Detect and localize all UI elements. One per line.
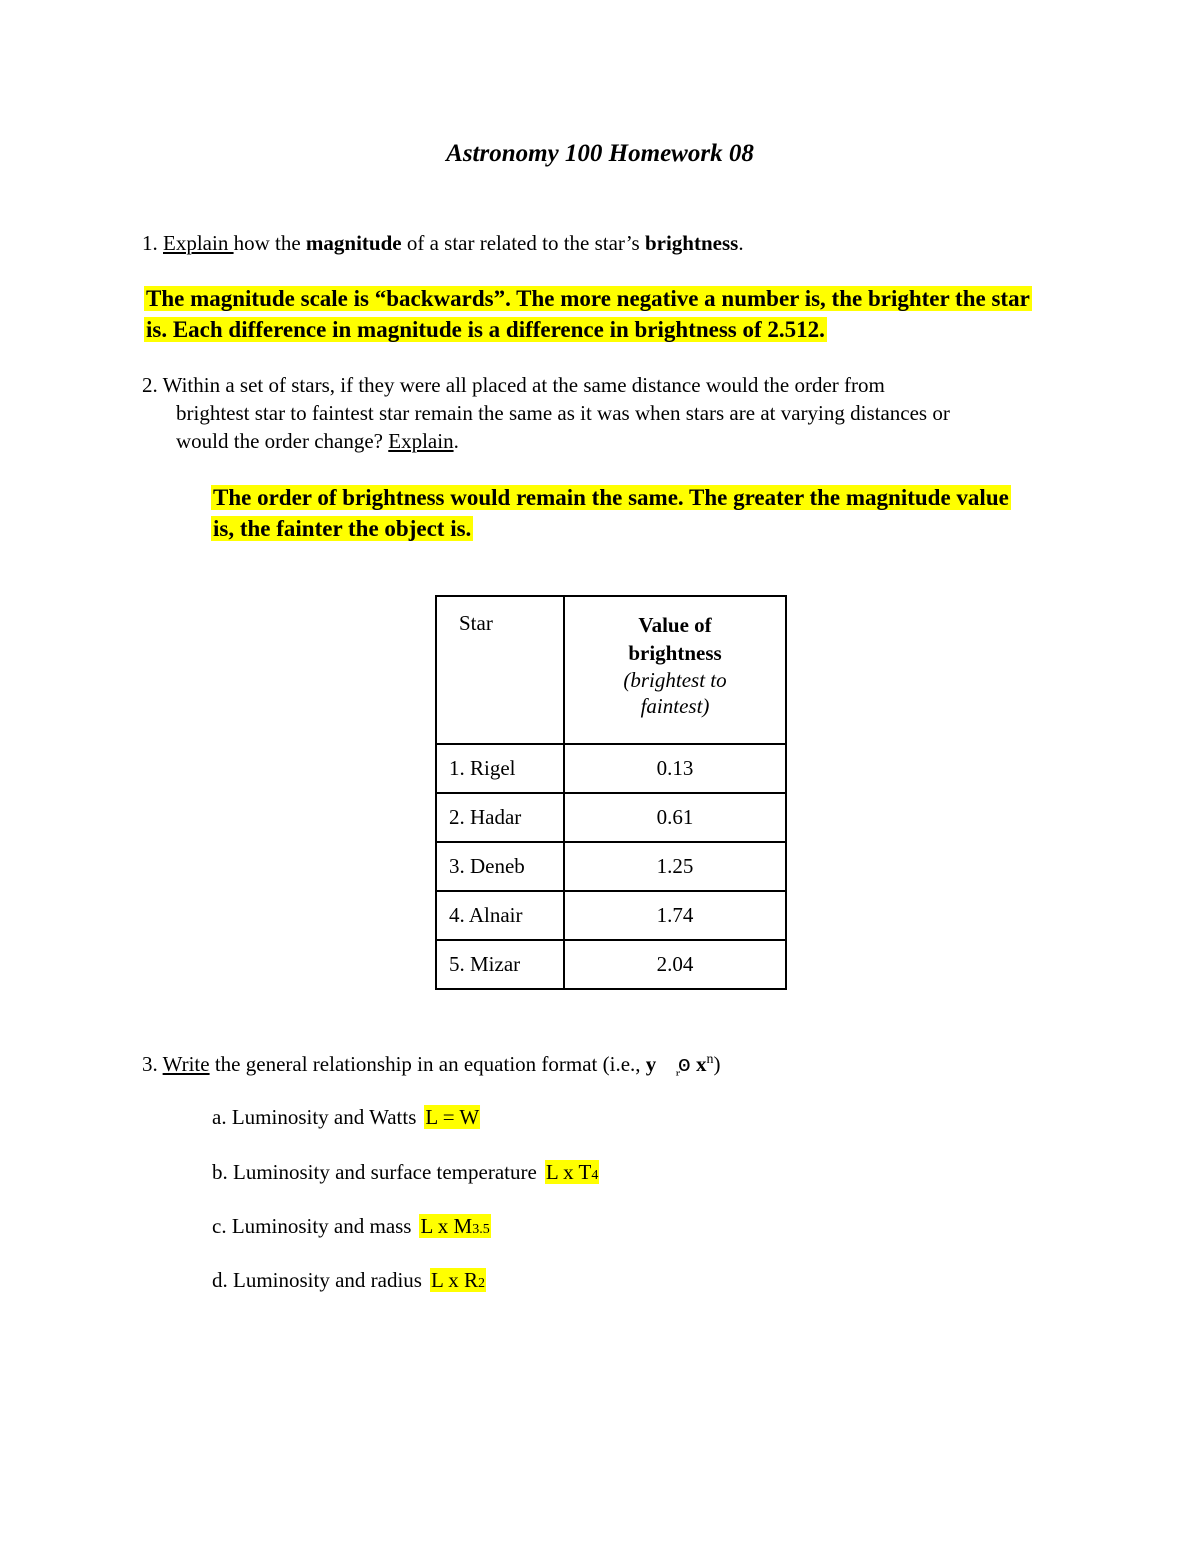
header-star: Star bbox=[436, 596, 564, 744]
answer-3a: L = W bbox=[425, 1105, 480, 1129]
q1-explain: Explain bbox=[163, 231, 234, 255]
q1-text-b: of a star related to the star’s bbox=[401, 231, 645, 255]
table-row bbox=[436, 940, 786, 989]
q2-line-1: 2. Within a set of stars, if they were all placed at the same distance would the order from bbox=[142, 373, 885, 397]
question-3a: a. Luminosity and Watts L = W bbox=[212, 1105, 480, 1129]
q1-text-c: . bbox=[738, 231, 744, 255]
star-value: 0.61 bbox=[564, 793, 786, 842]
star-name: 4. Alnair bbox=[436, 891, 564, 940]
q1-number: 1. bbox=[142, 231, 163, 255]
answer-1-line-1: The magnitude scale is “backwards”. The more negative a number is, the brighter the star bbox=[146, 286, 1030, 311]
header-value: Value of brightness (brightest to faintest) bbox=[564, 596, 786, 744]
question-3c: c. Luminosity and mass L x M3.5 bbox=[212, 1214, 490, 1238]
equation-y: y bbox=[645, 1052, 657, 1076]
q2-line-3: would the order change? Explain. bbox=[176, 429, 459, 453]
star-name: 1. Rigel bbox=[436, 744, 564, 793]
answer-2-line-1: The order of brightness would remain the same. The greater the magnitude value bbox=[213, 485, 1009, 510]
question-3: 3. Write the general relationship in an equation format (i.e., y ꙩ᷊ꙩ $x^n$) bbox=[142, 1052, 721, 1076]
answer-1 bbox=[144, 283, 1032, 345]
answer-2-line-2: is, the fainter the object is. bbox=[213, 516, 472, 541]
answer-3c: L x M3.5 bbox=[420, 1214, 490, 1238]
question-2 bbox=[142, 371, 1062, 455]
q2-line-2: brightest star to faintest star remain the same as it was when stars are at varying distances or bbox=[176, 401, 950, 425]
page-title: Astronomy 100 Homework 08 bbox=[446, 140, 754, 167]
question-1 bbox=[142, 229, 744, 257]
answer-3b: L x T4 bbox=[545, 1160, 599, 1184]
answer-1-line-2: is. Each difference in magnitude is a difference in brightness of 2.512. bbox=[146, 317, 825, 342]
star-name: 2. Hadar bbox=[436, 793, 564, 842]
table-row bbox=[436, 891, 786, 940]
star-name: 5. Mizar bbox=[436, 940, 564, 989]
table-row bbox=[436, 842, 786, 891]
equation-symbol: ꙩ᷊ꙩ bbox=[656, 1052, 696, 1076]
q1-brightness: brightness bbox=[644, 231, 739, 255]
answer-2 bbox=[211, 482, 1011, 544]
equation-x: x bbox=[695, 1052, 707, 1076]
star-value: 2.04 bbox=[564, 940, 786, 989]
answer-3d: L x R2 bbox=[430, 1268, 486, 1292]
star-brightness-table bbox=[435, 595, 787, 990]
table-row bbox=[436, 793, 786, 842]
equation-exponent: n bbox=[706, 1052, 714, 1067]
question-3d: d. Luminosity and radius L x R2 bbox=[212, 1268, 486, 1292]
q1-magnitude: magnitude bbox=[305, 231, 402, 255]
star-value: 0.13 bbox=[564, 744, 786, 793]
star-value: 1.25 bbox=[564, 842, 786, 891]
q2-explain: Explain bbox=[388, 429, 454, 453]
star-name: 3. Deneb bbox=[436, 842, 564, 891]
question-3b: b. Luminosity and surface temperature L x T4 bbox=[212, 1160, 599, 1184]
q1-text-a: how the bbox=[233, 231, 306, 255]
table-row bbox=[436, 744, 786, 793]
q3-write: Write bbox=[162, 1052, 210, 1076]
star-value: 1.74 bbox=[564, 891, 786, 940]
table-header-row bbox=[436, 596, 786, 744]
